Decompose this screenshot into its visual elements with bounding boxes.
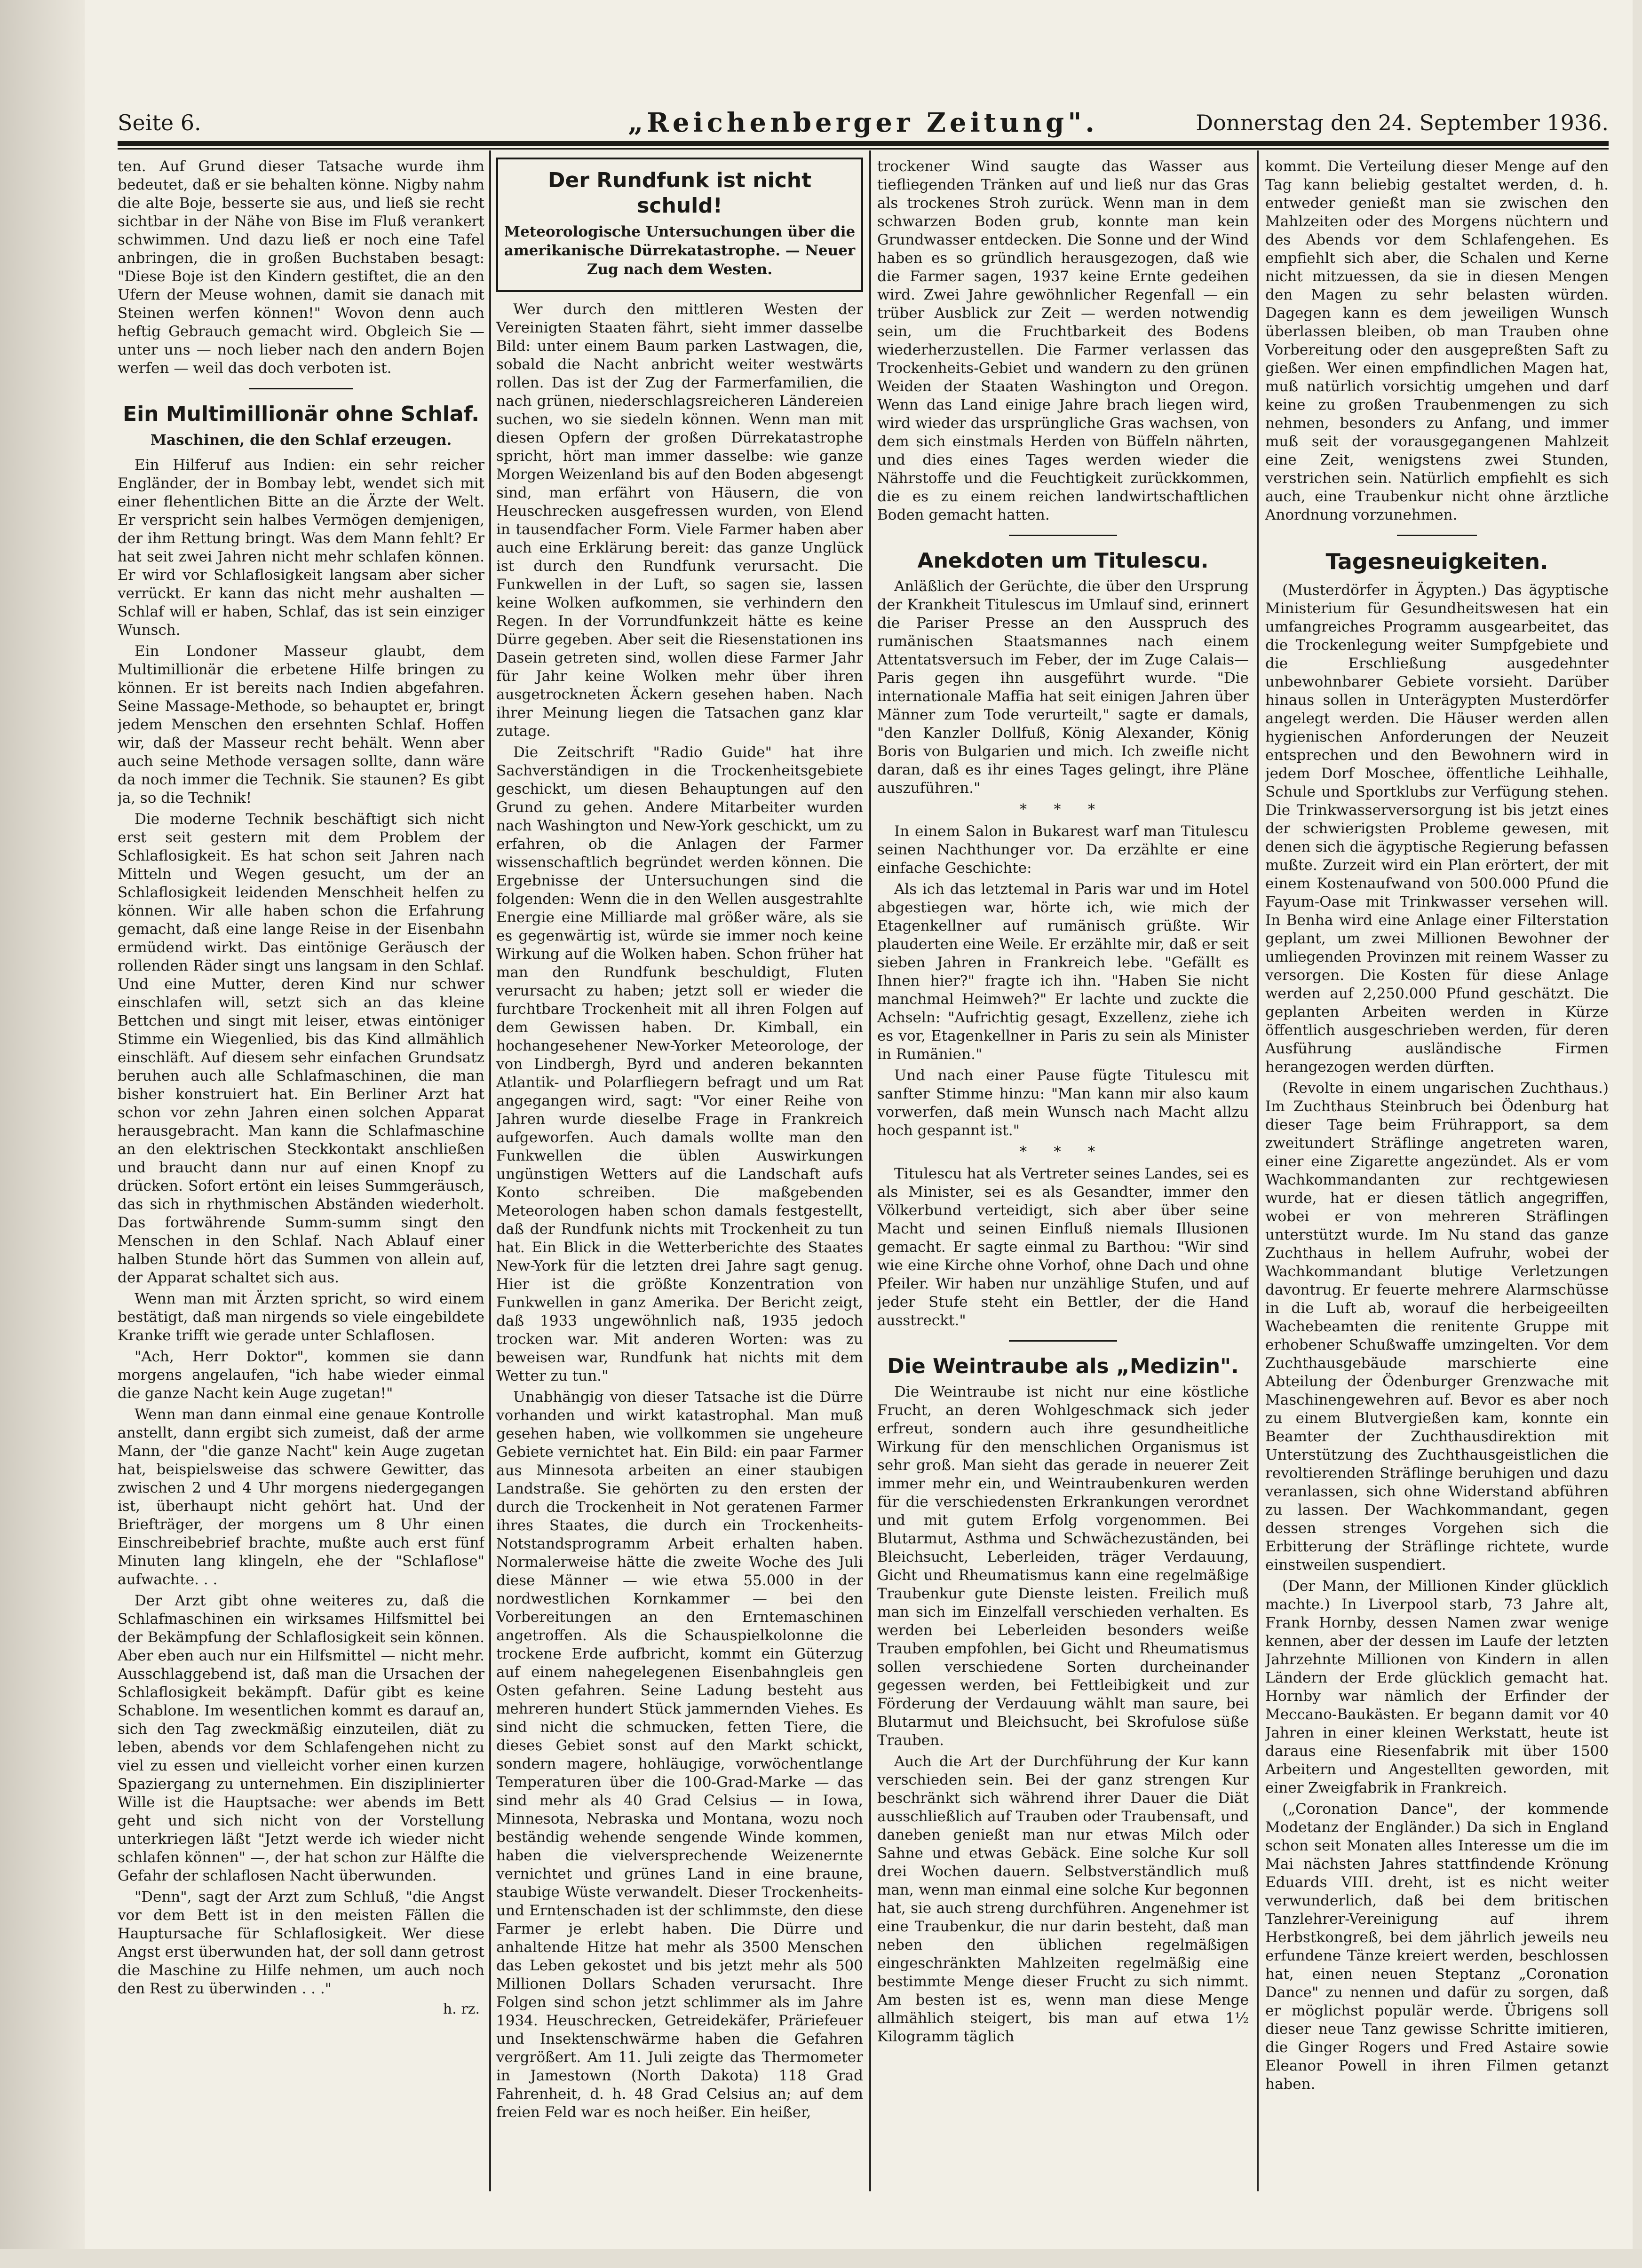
page-header <box>118 106 1609 144</box>
paragraph: Auch die Art der Durchführung der Kur kann verschieden sein. Bei der ganz strengen Kur beschränkt sich während ihrer Dauer die Diät ausschließlich auf Trauben oder Traubensaft, und daneben genießt man nur etwas Milch oder Sahne und etwas Gebäck. Eine solche Kur soll drei Wochen dauern. Selbstverständlich muß man, wenn man einmal eine solche Kur begonnen hat, sie auch streng durchführen. Angenehmer ist eine Traubenkur, die nur darin besteht, daß man neben den üblichen regelmäßigen eingeschränkten Mahlzeiten regelmäßig eine bestimmte Menge dieser Frucht zu sich nimmt. Am besten ist es, wenn man diese Menge allmählich steigert, bis man auf etwa 1½ Kilogramm täglich <box>877 1753 1249 2045</box>
column-divider <box>869 150 871 2191</box>
paragraph: ten. Auf Grund dieser Tatsache wurde ihm bedeutet, daß er sie behalten könne. Nigby nahm die alte Boje, besserte sie aus, und ließ sie recht sichtbar in der Nähe von Bise im Fluß verankert schwimmen. Und dazu ließ er noch eine Tafel anbringen, die in großen Buchstaben besagt: "Diese Boje ist den Kindern gestiftet, die an den Ufern der Meuse wohnen, damit sie danach mit Steinen werfen können!" Wovon denn auch heftig Gebrauch gemacht wird. Obgleich Sie — unter uns — noch lieber nach den andern Bojen werfen — weil das doch verboten ist. <box>118 158 484 377</box>
paragraph: Titulescu hat als Vertreter seines Landes, sei es als Minister, sei es als Gesandter, immer den Völkerbund verteidigt, sich aber über seine Macht und seinen Einfluß niemals Illusionen gemacht. Er sagte einmal zu Barthou: "Wir sind wie eine Kirche ohne Vorhof, ohne Dach und ohne Pfeiler. Wir haben nur unzählige Stufen, und auf jeder Stufe steht ein Bettler, der die Hand ausstreckt." <box>877 1165 1249 1329</box>
column-2 <box>496 158 863 2189</box>
article-separator <box>249 388 353 389</box>
paragraph: "Ach, Herr Doktor", kommen sie dann morgens angelaufen, "ich habe wieder einmal die ganze Nacht kein Auge zugetan!" <box>118 1348 484 1402</box>
column-3 <box>877 158 1249 2189</box>
paragraph: Wenn man mit Ärzten spricht, so wird einem bestätigt, daß man nirgends so viele eingebildete Kranke trifft wie gerade unter Schlaflosen. <box>118 1290 484 1344</box>
author-signature: h. rz. <box>443 2001 480 2017</box>
paragraph: kommt. Die Verteilung dieser Menge auf den Tag kann beliebig gestaltet werden, d. h. entweder genießt man sie zwischen den Mahlzeiten oder des Morgens nüchtern und des Abends vor dem Schlafengehen. Es empfiehlt sich aber, die Schalen und Kerne nicht mitzuessen, da sie in diesen Mengen den Magen zu sehr belasten würden. Dagegen kann es dem jeweiligen Wunsch überlassen bleiben, ob man Trauben ohne Vorbereitung oder den ausgepreßten Saft zu gießen. Wer einen empfindlichen Magen hat, muß natürlich vorsichtig umgehen und darf keine zu großen Traubenmengen zu sich nehmen, besonders zu Anfang, und immer muß seit der vorausgegangenen Mahlzeit eine Zeit, wenigstens zwei Stunden, verstrichen sein. Natürlich empfiehlt es sich auch, eine Traubenkur nicht ohne ärztliche Anordnung vorzunehmen. <box>1265 158 1609 523</box>
page-number: Seite 6. <box>118 110 201 135</box>
news-item: („Coronation Dance", der kommende Modetanz der Engländer.) Da sich in England schon seit Monaten alles Interesse um die im Mai nächsten Jahres stattfindende Krönung Eduards VIII. dreht, ist es nicht weiter verwunderlich, daß bei dem britischen Tanzlehrer-Vereinigung auf ihrem Herbstkongreß, bei dem jährlich jeweils neu erfundene Tänze kreiert werden, beschlossen hat, einen neuen Steptanz „Coronation Dance" zu nennen und dafür zu sorgen, daß er möglichst populär werde. Übrigens soll dieser neue Tanz gewisse Schritte imitieren, die Ginger Rogers und Fred Astaire sowie Eleanor Powell in ihren Filmen getanzt haben. <box>1265 1801 1609 2093</box>
column-divider <box>489 150 491 2191</box>
section-stars: * * * <box>1019 1144 1107 1160</box>
paragraph: In einem Salon in Bukarest warf man Titulescu seinen Nachthunger vor. Da erzählte er eine einfache Geschichte: <box>877 823 1249 877</box>
column-1 <box>118 158 484 2189</box>
section-stars: * * * <box>1019 801 1107 818</box>
news-item: (Der Mann, der Millionen Kinder glücklich machte.) In Liverpool starb, 73 Jahre alt, Frank Hornby, dessen Namen zwar wenige kennen, aber der dessen im Laufe der letzten Jahrzehnte Millionen von Kindern in allen Ländern der Erde glücklich gemacht hat. Hornby war nämlich der Erfinder der Meccano-Baukästen. Er begann damit vor 40 Jahren in einer kleinen Werkstatt, heute ist daraus eine Riesenfabrik mit über 1500 Arbeitern und Angestellten geworden, mit einer Zweigfabrik in Frankreich. <box>1265 1578 1609 1796</box>
issue-date: Donnerstag den 24. September 1936. <box>1196 110 1609 135</box>
scan-edge-right <box>1633 0 1642 2268</box>
article-title: Ein Multimillionär ohne Schlaf. <box>123 402 479 426</box>
article-separator <box>1009 1340 1117 1342</box>
paragraph: Der Arzt gibt ohne weiteres zu, daß die Schlafmaschinen ein wirksames Hilfsmittel bei der Bekämpfung der Schlaflosigkeit sein können. Aber eben auch nur ein Hilfsmittel — nicht mehr. Ausschlaggebend ist, daß man die Ursachen der Schlaflosigkeit bekämpft. Dafür gibt es keine Schablone. Im wesentlichen kommt es darauf an, sich den Tag zweckmäßig einzuteilen, diät zu leben, abends vor dem Schlafengehen nicht zu viel zu essen und vielleicht vorher einen kurzen Spaziergang zu unternehmen. Ein disziplinierter Wille ist die Hauptsache: wer abends im Bett geht und sich nicht von der Vorstellung unterkriegen läßt "Jetzt werde ich wieder nicht schlafen können" —, der hat schon zur Hälfte die Gefahr der schlaflosen Nacht überwunden. <box>118 1592 484 1884</box>
paragraph: Ein Londoner Masseur glaubt, dem Multimillionär die erbetene Hilfe bringen zu können. Er ist bereits nach Indien abgefahren. Seine Massage-Methode, so behauptet er, bringt jedem Menschen den ersehnten Schlaf. Hoffen wir, daß der Masseur recht behält. Wenn aber auch seine Methode versagen sollte, dann wäre da noch immer die Technik. Sie staunen? Es gibt ja, so die Technik! <box>118 643 484 806</box>
scan-edge-left <box>0 0 85 2268</box>
article-separator <box>1009 535 1117 536</box>
paragraph: Und nach einer Pause fügte Titulescu mit sanfter Stimme hinzu: "Man kann mir also kaum vorwerfen, daß mein Wunsch nach Macht allzu hoch gespannt ist." <box>877 1067 1249 1139</box>
paragraph: Ein Hilferuf aus Indien: ein sehr reicher Engländer, der in Bombay lebt, wendet sich mit einer flehentlichen Bitte an die Ärzte der Welt. Er verspricht sein halbes Vermögen demjenigen, der ihm Rettung bringt. Was dem Mann fehlt? Er hat seit zwei Jahren nicht mehr schlafen können. Er wird vor Schlaflosigkeit langsam aber sicher verrückt. Er kann das nicht mehr aushalten — Schlaf will er haben, Schlaf, das ist sein einziger Wunsch. <box>118 457 484 639</box>
article-separator <box>1397 535 1477 536</box>
paragraph: "Denn", sagt der Arzt zum Schluß, "die Angst vor dem Bett ist in den meisten Fällen die Hauptursache für Schlaflosigkeit. Wer diese Angst erst überwunden hat, der soll dann getrost die Maschine zu Hilfe nehmen, um auch noch den Rest zu überwinden . . ." <box>118 1889 484 1997</box>
header-rule <box>118 141 1609 146</box>
article-title: Anekdoten um Titulescu. <box>917 549 1209 573</box>
paragraph: trockener Wind saugte das Wasser aus tiefliegenden Tränken auf und ließ nur das Gras als trockenes Stroh zurück. Wenn man in dem schwarzen Boden grub, konnte man kein Grundwasser entdecken. Die Sonne und der Wind haben es so gründlich herausgezogen, daß wie die Farmer sagen, 1937 keine Ernte gedeihen wird. Zwei Jahre gewöhnlicher Regenfall — ein trüber Ausblick zur Zeit — werden notwendig sein, um die Fruchtbarkeit des Bodens wiederherzustellen. Die Farmer verlassen das Trockenheits-Gebiet und wandern zu den grünen Weiden der Staaten Washington und Oregon. Wenn das Land einige Jahre brach liegen wird, wird wieder das ursprüngliche Gras wachsen, von dem sich einstmals Herden von Büffeln nährten, und dies eines Tages werden wieder die Nährstoffe und die Feuchtigkeit zurückkommen, die es zu einem reichen landwirtschaftlichen Boden gemacht hatten. <box>877 158 1249 523</box>
news-item: (Revolte in einem ungarischen Zuchthaus.) Im Zuchthaus Steinbruch bei Ödenburg hat dieser Tage beim Frührapport, sa dem zweitundert Sträflinge angetreten waren, einer eine Zigarette angezündet. Als er vom Wachkommandanten zur rechtgewiesen wurde, hat er diesen tätlich angegriffen, wobei er von mehreren Sträflingen unterstützt wurde. Im Nu stand das ganze Zuchthaus in hellem Aufruhr, wobei der Wachkommandant blutige Verletzungen davontrug. Er feuerte mehrere Alarmschüsse in die Luft ab, worauf die herbeigeeilten Wachebeamten die renitente Gruppe mit erhobener Schußwaffe umzingelten. Vor dem Zuchthausgebäude marschierte eine Abteilung der Ödenburger Grenzwache mit Maschinengewehren auf. Bevor es aber noch zu einem Blutvergießen kam, konnte ein Beamter der Zuchthausdirektion mit Unterstützung des Zuchthausgeistlichen die revoltierenden Sträflinge beruhigen und dazu veranlassen, sich ohne Widerstand abführen zu lassen. Der Wachkommandant, gegen dessen strenges Vorgehen sich die Erbitterung der Sträflinge richtete, wurde einstweilen suspendiert. <box>1265 1080 1609 1573</box>
header-rule-thin <box>118 148 1609 150</box>
paragraph: Wer durch den mittleren Westen der Vereinigten Staaten fährt, sieht immer dasselbe Bild: unter einem Baum parken Lastwagen, die, sobald die Nacht anbricht weiter westwärts rollen. Das ist der Zug der Farmerfamilien, die nach grünen, niederschlagsreicheren Ländereien suchen, wo sie siedeln können. Wenn man mit diesen Opfern der großen Dürrekatastrophe spricht, hört man immer dasselbe: wie ganze Morgen Weizenland bis auf den Boden abgesengt sind, man erfährt von Häusern, die von Heuschrecken ausgefressen wurden, von Elend in tausendfacher Form. Viele Farmer haben aber auch eine Erklärung bereit: das ganze Unglück ist durch den Rundfunk verursacht. Die Funkwellen in der Luft, so sagen sie, lassen keine Wolken aufkommen, sie verhindern den Regen. In der Vorrundfunkzeit hätte es keine Dürre gegeben. Aber seit die Riesenstationen ins Dasein getreten sind, wollen diese Farmer Jahr für Jahr keine Wolken mehr über ihren ausgetrockneten Äckern gesehen haben. Nach ihrer Meinung liegen die Tatsachen ganz klar zutage. <box>496 301 863 740</box>
news-item: (Musterdörfer in Ägypten.) Das ägyptische Ministerium für Gesundheitswesen hat ein umfangreiches Programm ausgearbeitet, das die Trockenlegung weiter Sumpfgebiete und die Erschließung ausgedehnter unbewohnbarer Gebiete vorsieht. Darüber hinaus sollen in Unterägypten Musterdörfer angelegt werden. Die Häuser werden allen hygienischen Anforderungen der Neuzeit entsprechen und den Bewohnern wird in jedem Dorf Moschee, öffentliche Leihhalle, Schule und Sportklubs zur Verfügung stehen. Die Trinkwasserversorgung ist bis jetzt eines der schwierigsten Probleme gewesen, mit denen sich die ägyptische Regierung befassen mußte. Zurzeit wird ein Plan erörtert, der mit einem Kostenaufwand von 500.000 Pfund die Fayum-Oase mit Trinkwasser versehen will. In Benha wird eine Anlage einer Filterstation geplant, um zwei Millionen Bewohner der umliegenden Provinzen mit reinem Wasser zu versorgen. Die Kosten für diese Anlage werden auf 2,250.000 Pfund geschätzt. Die geplanten Arbeiten werden in Kürze öffentlich ausgeschrieben werden, für deren Ausführung ausländische Firmen herangezogen werden dürften. <box>1265 582 1609 1075</box>
paragraph: Unabhängig von dieser Tatsache ist die Dürre vorhanden und wirkt katastrophal. Man muß gesehen haben, wie vollkommen sie ungeheure Gebiete vernichtet hat. Ein Bild: ein paar Farmer aus Minnesota arbeiten an einer staubigen Landstraße. Sie gehörten zu den ersten der durch die Trockenheit in Not geratenen Farmer ihres Staates, die durch ein Trockenheits-Notstandsprogramm Arbeit erhalten haben. Normalerweise hätte die zweite Woche des Juli diese Männer — wie etwa 55.000 in der nordwestlichen Kornkammer — bei den Vorbereitungen an den Erntemaschinen angetroffen. Als die Schauspielkolonne die trockene Erde aufbricht, kommt ein Güterzug auf einem nahegelegenen Eisenbahngleis gen Osten gefahren. Seine Ladung besteht aus mehreren hundert Stück jammernden Viehes. Es sind nicht die schmucken, fetten Tiere, die dieses Gebiet sonst auf den Markt schickt, sondern magere, hohläugige, vorwöchentlange Temperaturen über die 100-Grad-Marke — das sind mehr als 40 Grad Celsius — in Iowa, Minnesota, Nebraska und Montana, wozu noch beständig wehende sengende Winde kommen, haben die vielversprechende Weizenernte vernichtet und grünes Land in eine braune, staubige Wüste verwandelt. Dieser Trockenheits- und Erntenschaden ist der schlimmste, den diese Farmer je erlebt haben. Die Dürre und anhaltende Hitze hat mehr als 3500 Menschen das Leben gekostet und bis jetzt mehr als 500 Millionen Dollars Schaden verursacht. Ihre Folgen sind schon jetzt schlimmer als im Jahre 1934. Heuschrecken, Getreidekäfer, Präriefeuer und Insektenschwärme haben die Gefahren vergrößert. Am 11. Juli zeigte das Thermometer in Jamestown (North Dakota) 118 Grad Fahrenheit, d. h. 48 Grad Celsius an; auf dem freien Feld war es noch heißer. Ein heißer, <box>496 1389 863 2121</box>
paragraph: Wenn man dann einmal eine genaue Kontrolle anstellt, dann ergibt sich zumeist, daß der arme Mann, der "die ganze Nacht" kein Auge zugetan hat, beispielsweise das schwere Gewitter, das zwischen 2 und 4 Uhr morgens niedergegangen ist, überhaupt nicht gehört hat. Und der Briefträger, der morgens um 8 Uhr einen Einschreibebrief brachte, mußte auch erst fünf Minuten lang klingeln, ehe der "Schlaflose" aufwachte. . . <box>118 1406 484 1588</box>
section-title: Tagesneuigkeiten. <box>1325 549 1548 574</box>
article-subtitle: Meteorologische Untersuchungen über die amerikanische Dürrekatastrophe. — Neuer Zug nach dem Westen. <box>504 223 856 278</box>
paragraph: Anläßlich der Gerüchte, die über den Ursprung der Krankheit Titulescus im Umlauf sind, erinnert die Pariser Presse an den Ausspruch des rumänischen Staatsmannes nach einem Attentatsversuch im Feber, der im Zuge Calais—Paris gegen ihn ausgeführt wurde. "Die internationale Maffia hat seit einigen Jahren über Männer zum Tode verurteilt," sagte er damals, "den Kanzler Dollfuß, König Alexander, König Boris von Bulgarien und mich. Ich zweifle nicht daran, daß es ihr eines Tages gelingt, ihre Pläne auszuführen." <box>877 578 1249 797</box>
masthead-title: „Reichenberger Zeitung". <box>628 107 1098 138</box>
paragraph: Die Zeitschrift "Radio Guide" hat ihre Sachverständigen in die Trockenheitsgebiete geschickt, um diesen Behauptungen auf den Grund zu gehen. Andere Mitarbeiter wurden nach Washington und New-York geschickt, um zu erfahren, ob die Anlagen der Farmer wissenschaftlich begründet werden können. Die Ergebnisse der Untersuchungen sind die folgenden: Wenn die in den Wellen ausgestrahlte Energie eine Milliarde mal größer wäre, als sie es gegenwärtig ist, würde sie immer noch keine Wirkung auf die Wolken haben. Schon früher hat man den Rundfunk beschuldigt, Fluten verursacht zu haben; jetzt soll er wieder die furchtbare Trockenheit mit all ihren Folgen auf dem Gewissen haben. Dr. Kimball, ein hochangesehener New-Yorker Meteorologe, der von Lindbergh, Byrd und anderen bekannten Atlantik- und Polarfliegern befragt und um Rat angegangen wird, sagt: "Vor einer Reihe von Jahren wurde dieselbe Frage in Frankreich aufgeworfen. Auch damals wollte man den Funkwellen die üblen Auswirkungen ungünstigen Wetters auf die Landschaft aufs Konto schreiben. Die maßgebenden Meteorologen haben schon damals festgestellt, daß der Rundfunk nichts mit Trockenheit zu tun hat. Ein Blick in die Wetterberichte des Staates New-York für die letzten drei Jahre sagt genug. Hier ist die größte Konzentration von Funkwellen in ganz Amerika. Der Bericht zeigt, daß 1933 ungewöhnlich naß, 1935 jedoch trocken war. Mit anderen Worten: was zu beweisen war, Rundfunk hat nichts mit dem Wetter zu tun." <box>496 744 863 1384</box>
article-title: Der Rundfunk ist nicht schuld! <box>547 168 812 218</box>
column-divider <box>1257 150 1259 2191</box>
paragraph: Die moderne Technik beschäftigt sich nicht erst seit gestern mit dem Problem der Schlaflosigkeit. Es hat schon seit Jahren nach Mitteln und Wegen gesucht, um der an Schlaflosigkeit leidenden Menschheit helfen zu können. Wir alle haben schon die Erfahrung gemacht, daß eine lange Reise in der Eisenbahn ermüdend wirkt. Das eintönige Geräusch der rollenden Räder singt uns langsam in den Schlaf. Und eine Mutter, deren Kind nur schwer einschlafen will, setzt sich an das kleine Bettchen und singt mit leiser, etwas eintöniger Stimme ein Wiegenlied, bis das Kind allmählich einschläft. Auf diesem sehr einfachen Grundsatz beruhen auch alle Schlafmaschinen, die man bisher konstruiert hat. Ein Berliner Arzt hat schon vor zehn Jahren einen solchen Apparat herausgebracht. Man kann die Schlafmaschine an den elektrischen Steckkontakt anschließen und braucht dann nur auf einen Knopf zu drücken. Sofort ertönt ein leises Summgeräusch, das sich in rhythmischen Abständen wiederholt. Das fortwährende Summ-summ singt den Menschen in den Schlaf. Nach Ablauf einer halben Stunde hört das Summen von allein auf, der Apparat schaltet sich aus. <box>118 811 484 1286</box>
article-subtitle: Maschinen, die den Schlaf erzeugen. <box>150 432 452 449</box>
column-4 <box>1265 158 1609 2189</box>
scan-edge-bottom <box>0 2249 1642 2268</box>
article-title: Die Weintraube als „Medizin". <box>887 1354 1239 1378</box>
paragraph: Die Weintraube ist nicht nur eine köstliche Frucht, an deren Wohlgeschmack sich jeder erfreut, sondern auch ihre gesundheitliche Wirkung für den menschlichen Organismus ist sehr groß. Man sieht das gerade in neuerer Zeit immer mehr ein, und Weintraubenkuren werden für die verschiedensten Erkrankungen verordnet und mit gutem Erfolg vorgenommen. Bei Blutarmut, Asthma und Schwächezuständen, bei Bleichsucht, Leberleiden, träger Verdauung, Gicht und Rheumatismus kann eine regelmäßige Traubenkur gute Dienste leisten. Freilich muß man sich im Einzelfall verschieden verhalten. Es werden bei Leberleiden besonders weiße Trauben empfohlen, bei Gicht und Rheumatismus sollen verschiedene Sorten durcheinander gegessen werden, bei Fettleibigkeit und zur Förderung der Verdauung wählt man saure, bei Blutarmut und Bleichsucht, bei Skrofulose süße Trauben. <box>877 1383 1249 1749</box>
article-header-box <box>496 158 863 292</box>
paragraph: Als ich das letztemal in Paris war und im Hotel abgestiegen war, hörte ich, wie mich der Etagenkellner auf rumänisch grüßte. Wir plauderten eine Weile. Er erzählte mir, daß er seit sieben Jahren in Frankreich lebe. "Gefällt es Ihnen hier?" fragte ich ihn. "Haben Sie nicht manchmal Heimweh?" Er lachte und zuckte die Achseln: "Aufrichtig gesagt, Exzellenz, ziehe ich es vor, Etagenkellner in Paris zu sein als Minister in Rumänien." <box>877 881 1249 1063</box>
